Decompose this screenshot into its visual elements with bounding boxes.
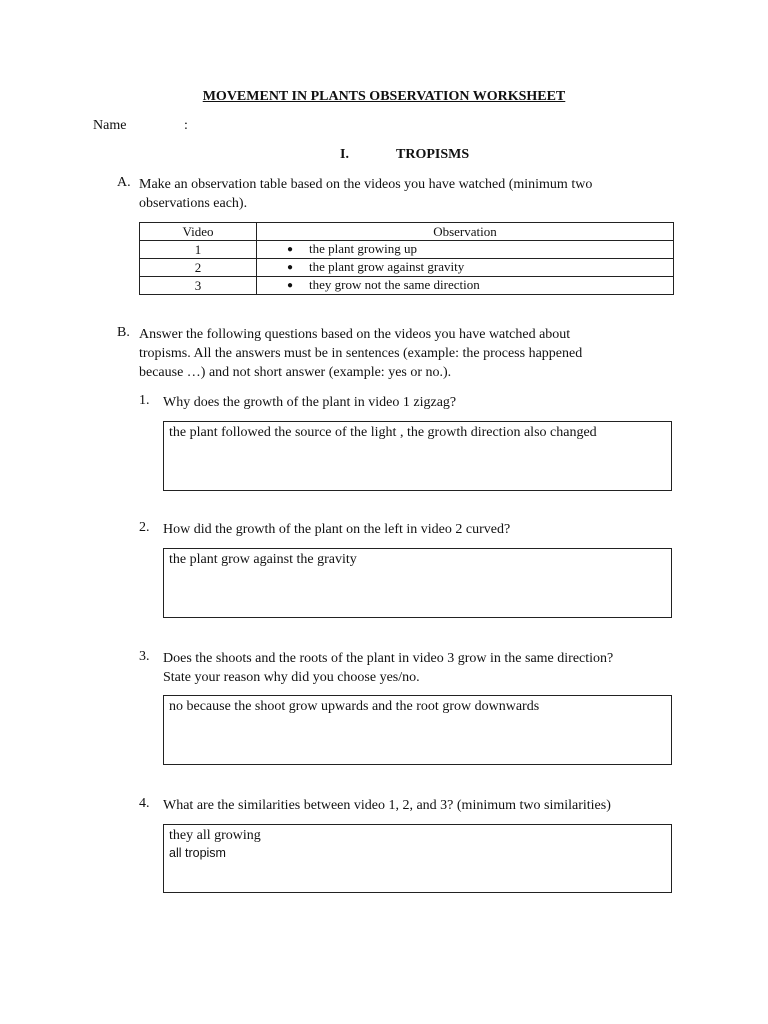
part-a-letter: A. (117, 175, 131, 190)
video-number: 1 (140, 241, 257, 259)
answer-2-text: the plant grow against the gravity (169, 552, 357, 567)
part-b-line-3: because …) and not short answer (example: yes or no.). (139, 365, 452, 380)
part-a-line-1: Make an observation table based on the videos you have watched (minimum two (139, 177, 593, 192)
answer-box-1[interactable] (163, 421, 672, 491)
bullet-icon: ● (287, 244, 294, 255)
answer-box-4[interactable] (163, 824, 672, 893)
question-4-number: 4. (139, 796, 150, 811)
video-number: 2 (140, 259, 257, 277)
table-header-row (140, 223, 674, 241)
question-3-text (163, 649, 613, 687)
question-3-line-2: State your reason why did you choose yes/no. (163, 670, 420, 685)
table-row (140, 241, 674, 259)
part-b-line-1: Answer the following questions based on the videos you have watched about (139, 327, 571, 342)
observation-cell (257, 259, 674, 277)
answer-4-line-2: all tropism (169, 846, 226, 860)
question-1-text: Why does the growth of the plant in video 1 zigzag? (163, 395, 457, 410)
question-3-number: 3. (139, 649, 150, 664)
header-observation: Observation (257, 223, 674, 241)
name-label: Name (93, 118, 127, 133)
part-b-letter: B. (117, 325, 130, 340)
question-2-text: How did the growth of the plant on the left in video 2 curved? (163, 522, 511, 537)
bullet-icon: ● (287, 280, 294, 291)
section-number: I. (340, 147, 349, 162)
video-number: 3 (140, 277, 257, 295)
answer-1-text: the plant followed the source of the light , the growth direction also changed (169, 425, 597, 440)
observation-table (139, 222, 674, 295)
part-a-line-2: observations each). (139, 196, 248, 211)
observation-text: the plant grow against gravity (309, 259, 465, 274)
observation-cell (257, 241, 674, 259)
section-title: TROPISMS (396, 147, 470, 162)
answer-box-3[interactable] (163, 695, 672, 765)
answer-4-line-1: they all growing (169, 828, 261, 843)
part-b-instructions (139, 325, 582, 382)
question-3-line-1: Does the shoots and the roots of the plant in video 3 grow in the same direction? (163, 651, 614, 666)
worksheet-title: MOVEMENT IN PLANTS OBSERVATION WORKSHEET (202, 89, 566, 104)
part-b-line-2: tropisms. All the answers must be in sentences (example: the process happened (139, 346, 583, 361)
part-a-instructions (139, 175, 592, 213)
header-video: Video (140, 223, 257, 241)
observation-text: they grow not the same direction (309, 277, 480, 292)
answer-3-text: no because the shoot grow upwards and the root grow downwards (169, 699, 540, 714)
observation-text: the plant growing up (309, 241, 417, 256)
table-row (140, 259, 674, 277)
observation-cell (257, 277, 674, 295)
bullet-icon: ● (287, 262, 294, 273)
question-1-number: 1. (139, 393, 150, 408)
question-4-text: What are the similarities between video 1, 2, and 3? (minimum two similarities) (163, 798, 611, 813)
table-row (140, 277, 674, 295)
answer-box-2[interactable] (163, 548, 672, 618)
question-2-number: 2. (139, 520, 150, 535)
name-colon: : (184, 118, 188, 133)
